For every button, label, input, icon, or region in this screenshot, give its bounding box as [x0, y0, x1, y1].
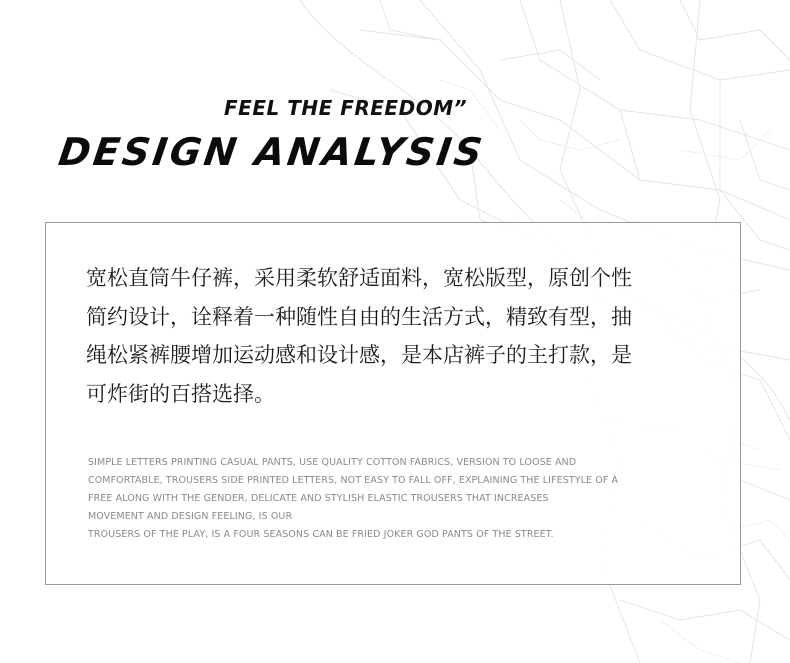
section-title: DESIGN ANALYSIS — [56, 130, 488, 174]
english-description — [88, 454, 688, 544]
english-description-line: MOVEMENT AND DESIGN FEELING, IS OUR — [88, 511, 293, 522]
english-description-line: COMFORTABLE, TROUSERS SIDE PRINTED LETTERS, NOT EASY TO FALL OFF, EXPLAINING THE LIFESTYLE OF A — [88, 475, 619, 486]
english-description-line: SIMPLE LETTERS PRINTING CASUAL PANTS, USE QUALITY COTTON FABRICS, VERSION TO LOOSE AND — [88, 457, 577, 468]
english-description-line: FREE ALONG WITH THE GENDER, DELICATE AND STYLISH ELASTIC TROUSERS THAT INCREASES — [88, 493, 549, 504]
chinese-description-line: 简约设计，诠释着一种随性自由的生活方式，精致有型，抽 — [86, 304, 632, 329]
chinese-description-line: 绳松紧裤腰增加运动感和设计感，是本店裤子的主打款，是 — [86, 343, 632, 367]
chinese-description-line: 可炸街的百搭选择。 — [86, 381, 275, 406]
chinese-description — [86, 259, 706, 413]
description-card — [45, 222, 741, 585]
chinese-description-line: 宽松直筒牛仔裤，采用柔软舒适面料，宽松版型，原创个性 — [86, 266, 632, 290]
english-description-line: TROUSERS OF THE PLAY, IS A FOUR SEASONS CAN BE FRIED JOKER GOD PANTS OF THE STREET. — [88, 529, 554, 540]
tagline: FEEL THE FREEDOM” — [224, 96, 467, 120]
